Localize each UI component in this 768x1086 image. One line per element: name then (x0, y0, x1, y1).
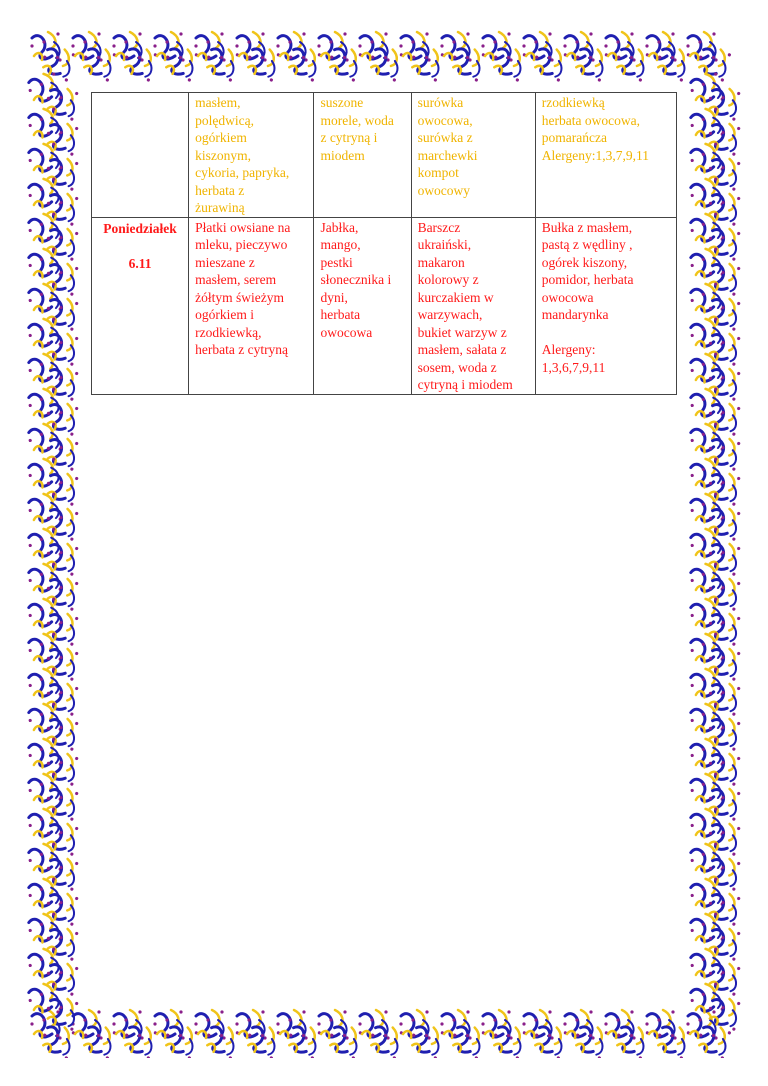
confetti-motif (43, 259, 81, 296)
snack-cell (535, 217, 676, 394)
confetti-motif (43, 329, 81, 366)
menu-row-monday (92, 217, 677, 394)
cell-line: owocowy (417, 182, 471, 198)
confetti-motif (43, 434, 81, 471)
cell-line: Płatki owsiane na (195, 219, 291, 235)
confetti-motif (43, 294, 81, 331)
confetti-motif (705, 84, 742, 121)
cell-line: pastą z wędliny , (541, 237, 633, 252)
confetti-motif (705, 434, 742, 471)
confetti-motif (43, 714, 81, 751)
cell-line: kurczakiem w (417, 289, 494, 305)
cell-line: herbata owocowa, (541, 112, 640, 128)
confetti-motif (43, 539, 81, 576)
menu-row-continued (92, 93, 677, 218)
cell-line: Alergeny:1,3,7,9,11 (541, 147, 650, 163)
breakfast-cell (189, 93, 314, 218)
cell-line: ukraiński, (417, 237, 472, 252)
cell-line: pomidor, herbata (541, 272, 634, 287)
cell-line: owocowa, (417, 112, 473, 128)
confetti-motif (43, 574, 81, 611)
lunch-cell (411, 217, 535, 394)
confetti-motif (705, 889, 742, 926)
cell-line: słonecznika i (320, 272, 392, 287)
confetti-motif (43, 784, 81, 821)
cell-line (542, 324, 670, 342)
cell-line: herbata (320, 307, 361, 322)
cell-line: sosem, woda z (417, 359, 497, 375)
confetti-motif (705, 504, 742, 541)
cell-line: mango, (320, 237, 361, 252)
confetti-motif (705, 399, 742, 436)
confetti-motif (705, 924, 742, 961)
confetti-motif (705, 539, 742, 576)
confetti-motif (43, 854, 81, 891)
cell-line: surówka z (417, 130, 473, 145)
cell-line: kolorowy z (417, 272, 479, 287)
cell-line: mandarynka (541, 307, 609, 322)
breakfast-cell (189, 217, 314, 394)
confetti-motif (43, 924, 81, 961)
confetti-motif (705, 784, 742, 821)
confetti-motif (705, 819, 742, 856)
confetti-motif (43, 959, 81, 996)
cell-line: żurawiną (195, 200, 245, 215)
cell-line: dyni, (320, 289, 348, 305)
cell-line: owocowa (541, 289, 594, 305)
cell-line: polędwicą, (195, 112, 254, 128)
menu-table (91, 92, 677, 395)
cell-line: morele, woda (320, 112, 394, 128)
confetti-motif (705, 329, 742, 366)
confetti-motif (43, 679, 81, 716)
confetti-motif (43, 119, 81, 156)
confetti-motif (705, 854, 742, 891)
confetti-motif (43, 749, 81, 786)
confetti-motif (705, 469, 742, 506)
cell-line: cykoria, papryka, (195, 165, 290, 180)
day-cell (92, 217, 189, 394)
cell-line: kompot (417, 165, 459, 180)
cell-line: warzywach, (417, 307, 483, 322)
cell-line: Alergeny: (541, 342, 596, 357)
cell-line: rzodkiewką, (195, 324, 262, 340)
confetti-motif (43, 189, 81, 226)
cell-line: masłem, (195, 95, 241, 110)
confetti-motif (705, 154, 742, 191)
cell-line: makaron (417, 254, 465, 270)
confetti-motif (43, 469, 81, 506)
confetti-motif (43, 889, 81, 926)
cell-line: ogórek kiszony, (541, 254, 628, 270)
cell-line: mleku, pieczywo (195, 237, 288, 252)
cell-line: Bułka z masłem, (541, 219, 633, 235)
confetti-motif (705, 259, 742, 296)
second-breakfast-cell (314, 93, 411, 218)
cell-line: marchewki (417, 147, 478, 163)
cell-line: mieszane z (195, 254, 255, 270)
cell-line: masłem, sałata z (417, 342, 507, 357)
confetti-motif (43, 609, 81, 646)
cell-line: masłem, serem (195, 272, 277, 287)
second-breakfast-cell (314, 217, 411, 394)
confetti-motif (43, 644, 81, 681)
confetti-motif (43, 224, 81, 261)
cell-line: miodem (320, 147, 365, 163)
cell-line: z cytryną i (320, 130, 378, 145)
cell-line: owocowa (320, 324, 373, 340)
cell-line: surówka (417, 95, 464, 110)
cell-line: ogórkiem i (195, 307, 254, 322)
confetti-motif (705, 679, 742, 716)
confetti-motif (43, 364, 81, 401)
day-date: 6.11 (128, 256, 152, 271)
cell-line: herbata z cytryną (195, 342, 289, 357)
day-cell-empty (92, 93, 189, 218)
confetti-motif (705, 364, 742, 401)
confetti-motif (43, 84, 81, 121)
day-name: Poniedziałek (103, 220, 177, 236)
cell-line: Barszcz (417, 219, 461, 235)
confetti-motif (705, 119, 742, 156)
confetti-motif (705, 574, 742, 611)
confetti-motif (705, 224, 742, 261)
cell-line: suszone (320, 95, 364, 110)
cell-line: Jabłka, (320, 219, 359, 235)
confetti-motif (43, 154, 81, 191)
cell-line: herbata z (195, 182, 245, 198)
cell-line: 1,3,6,7,9,11 (541, 359, 606, 375)
confetti-motif (43, 399, 81, 436)
confetti-motif (705, 294, 742, 331)
confetti-motif (705, 609, 742, 646)
confetti-motif (43, 819, 81, 856)
cell-line: kiszonym, (195, 147, 251, 163)
confetti-motif (705, 959, 742, 996)
cell-line: ogórkiem (195, 130, 247, 145)
snack-cell (535, 93, 676, 218)
cell-line: rzodkiewką (541, 95, 605, 110)
confetti-motif (705, 749, 742, 786)
confetti-motif (705, 189, 742, 226)
confetti-motif (705, 714, 742, 751)
cell-line: bukiet warzyw z (417, 324, 507, 340)
cell-line: cytryną i miodem (417, 377, 513, 392)
cell-line: pestki (320, 254, 353, 270)
confetti-motif (43, 504, 81, 541)
cell-line: pomarańcza (541, 130, 607, 145)
confetti-motif (705, 644, 742, 681)
cell-line: żółtym świeżym (195, 289, 284, 305)
lunch-cell (411, 93, 535, 218)
